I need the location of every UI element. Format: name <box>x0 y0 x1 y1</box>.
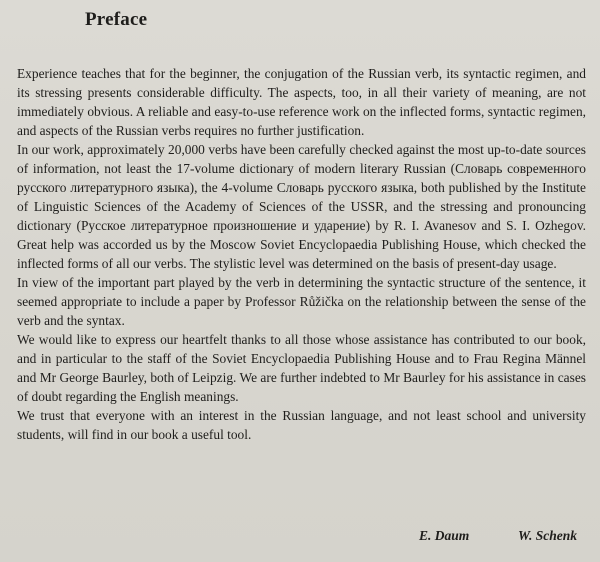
signature-daum: E. Daum <box>419 528 470 543</box>
paragraph-2: In our work, approximately 20,000 verbs have been carefully checked against the most up-to-date sources of information, not least the 17-volume dictionary of modern literary Russian (Словарь современного русского литературного языка), the 4-volume Словарь русского языка, both published by the Institute of Linguistic Sciences of the Academy of Sciences of the USSR, and the stressing and pronouncing dictionary (Русское литературное произношение и ударение) by R. I. Avanesov and S. I. Ozhegov. Great help was accorded us by the Moscow Soviet Encyclopaedia Publishing House, which checked the inflected forms of all our verbs. The stylistic level was determined on the basis of present-day usage. <box>17 142 586 271</box>
page-title: Preface <box>85 9 148 30</box>
paragraph-3: In view of the important part played by the verb in determining the syntactic structure of the sentence, it seemed appropriate to include a paper by Professor Růžička on the relationship between the sense of the verb and the syntax. <box>17 275 586 328</box>
signature-block <box>0 528 600 550</box>
preface-body <box>17 64 586 444</box>
paragraph-4: We would like to express our heartfelt thanks to all those whose assistance has contributed to our book, and in particular to the staff of the Soviet Encyclopaedia Publishing House and to Frau Regina Männel and Mr George Baurley, both of Leipzig. We are further indebted to Mr Baurley for his assistance in cases of doubt regarding the English meanings. <box>17 332 586 404</box>
signature-schenk: W. Schenk <box>518 528 578 543</box>
paragraph-5: We trust that everyone with an interest in the Russian language, and not least school and university students, will find in our book a useful tool. <box>17 408 586 442</box>
paragraph-1: Experience teaches that for the beginner, the conjugation of the Russian verb, its syntactic regimen, and its stressing presents considerable difficulty. The aspects, too, in all their variety of meaning, are not immediately obvious. A reliable and easy-to-use reference work on the inflected forms, syntactic regimen, and aspects of the Russian verbs requires no further justification. <box>17 66 586 138</box>
